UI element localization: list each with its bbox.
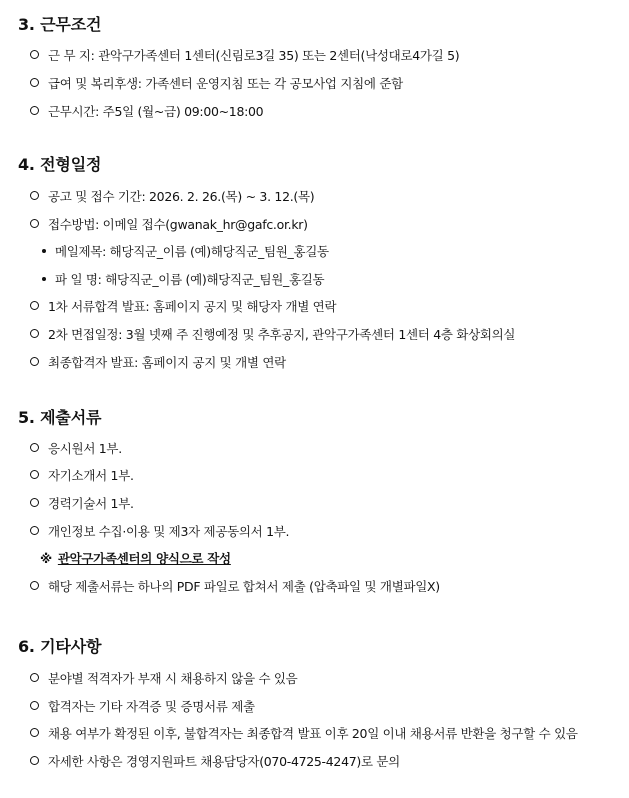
list-item: [30, 299, 336, 315]
list-item-text: 자세한 사항은 경영지원파트 채용담당자(070-4725-4247)로 문의: [48, 754, 400, 769]
list-item-text: 2차 면접일정: 3월 넷째 주 진행예정 및 추후공지, 관악구가족센터 1센터 4층 화상회의실: [48, 327, 516, 342]
section-title-documents: 5. 제출서류: [18, 408, 102, 427]
form-note-text: 관악구가족센터의 양식으로 작성: [57, 551, 231, 566]
list-item: [30, 726, 578, 742]
section-title-work-conditions: 3. 근무조건: [18, 15, 102, 34]
list-item-text: 개인정보 수집·이용 및 제3자 제공동의서 1부.: [48, 524, 290, 539]
sub-list-item: [42, 272, 324, 288]
circle-bullet-icon: [30, 219, 39, 228]
list-item: [30, 671, 297, 687]
list-item-text: 분야별 적격자가 부재 시 채용하지 않을 수 있음: [48, 671, 298, 686]
circle-bullet-icon: [30, 728, 39, 737]
circle-bullet-icon: [30, 301, 39, 310]
list-item-text: 채용 여부가 확정된 이후, 불합격자는 최종합격 발표 이후 20일 이내 채용서류 반환을 청구할 수 있음: [48, 726, 578, 741]
list-item: [30, 496, 134, 512]
list-item-text: 근무시간: 주5일 (월~금) 09:00~18:00: [48, 104, 264, 119]
circle-bullet-icon: [30, 498, 39, 507]
circle-bullet-icon: [30, 106, 39, 115]
circle-bullet-icon: [30, 78, 39, 87]
list-item: [30, 327, 515, 343]
section-title-schedule: 4. 전형일정: [18, 155, 102, 174]
list-item-text: 근 무 지: 관악구가족센터 1센터(신림로3길 35) 또는 2센터(낙성대로4가길 5): [48, 48, 460, 63]
list-item: [30, 104, 263, 120]
list-item-text: 공고 및 접수 기간: 2026. 2. 26.(목) ~ 3. 12.(목): [48, 189, 315, 204]
circle-bullet-icon: [30, 50, 39, 59]
dot-bullet-icon: [42, 249, 46, 253]
circle-bullet-icon: [30, 443, 39, 452]
list-item-text: 접수방법: 이메일 접수(gwanak_hr@gafc.or.kr): [48, 217, 308, 232]
sub-list-item-text: 파 일 명: 해당직군_이름 (예)해당직군_팀원_홍길동: [55, 272, 325, 287]
section-title-other-notes: 6. 기타사항: [18, 637, 102, 656]
reference-mark-icon: ※: [40, 551, 52, 566]
list-item: [30, 754, 400, 770]
list-item: [30, 76, 403, 92]
list-item: [30, 217, 308, 233]
list-item: [30, 189, 314, 205]
circle-bullet-icon: [30, 701, 39, 710]
form-note: [40, 551, 231, 567]
circle-bullet-icon: [30, 470, 39, 479]
list-item-text: 자기소개서 1부.: [48, 468, 134, 483]
list-item-text: 경력기술서 1부.: [48, 496, 134, 511]
list-item: [30, 699, 255, 715]
list-item: [30, 579, 440, 595]
circle-bullet-icon: [30, 526, 39, 535]
circle-bullet-icon: [30, 191, 39, 200]
list-item-text: 1차 서류합격 발표: 홈페이지 공지 및 해당자 개별 연락: [48, 299, 337, 314]
circle-bullet-icon: [30, 329, 39, 338]
list-item-text: 해당 제출서류는 하나의 PDF 파일로 합쳐서 제출 (압축파일 및 개별파일X): [48, 579, 440, 594]
dot-bullet-icon: [42, 277, 46, 281]
list-item-text: 최종합격자 발표: 홈페이지 공지 및 개별 연락: [48, 355, 286, 370]
list-item-text: 급여 및 복리후생: 가족센터 운영지침 또는 각 공모사업 지침에 준함: [48, 76, 403, 91]
list-item: [30, 48, 459, 64]
list-item: [30, 441, 122, 457]
circle-bullet-icon: [30, 357, 39, 366]
list-item: [30, 524, 289, 540]
circle-bullet-icon: [30, 756, 39, 765]
circle-bullet-icon: [30, 581, 39, 590]
circle-bullet-icon: [30, 673, 39, 682]
list-item-text: 응시원서 1부.: [48, 441, 122, 456]
list-item-text: 합격자는 기타 자격증 및 증명서류 제출: [48, 699, 255, 714]
sub-list-item: [42, 244, 329, 260]
list-item: [30, 355, 286, 371]
sub-list-item-text: 메일제목: 해당직군_이름 (예)해당직군_팀원_홍길동: [55, 244, 329, 259]
list-item: [30, 468, 134, 484]
